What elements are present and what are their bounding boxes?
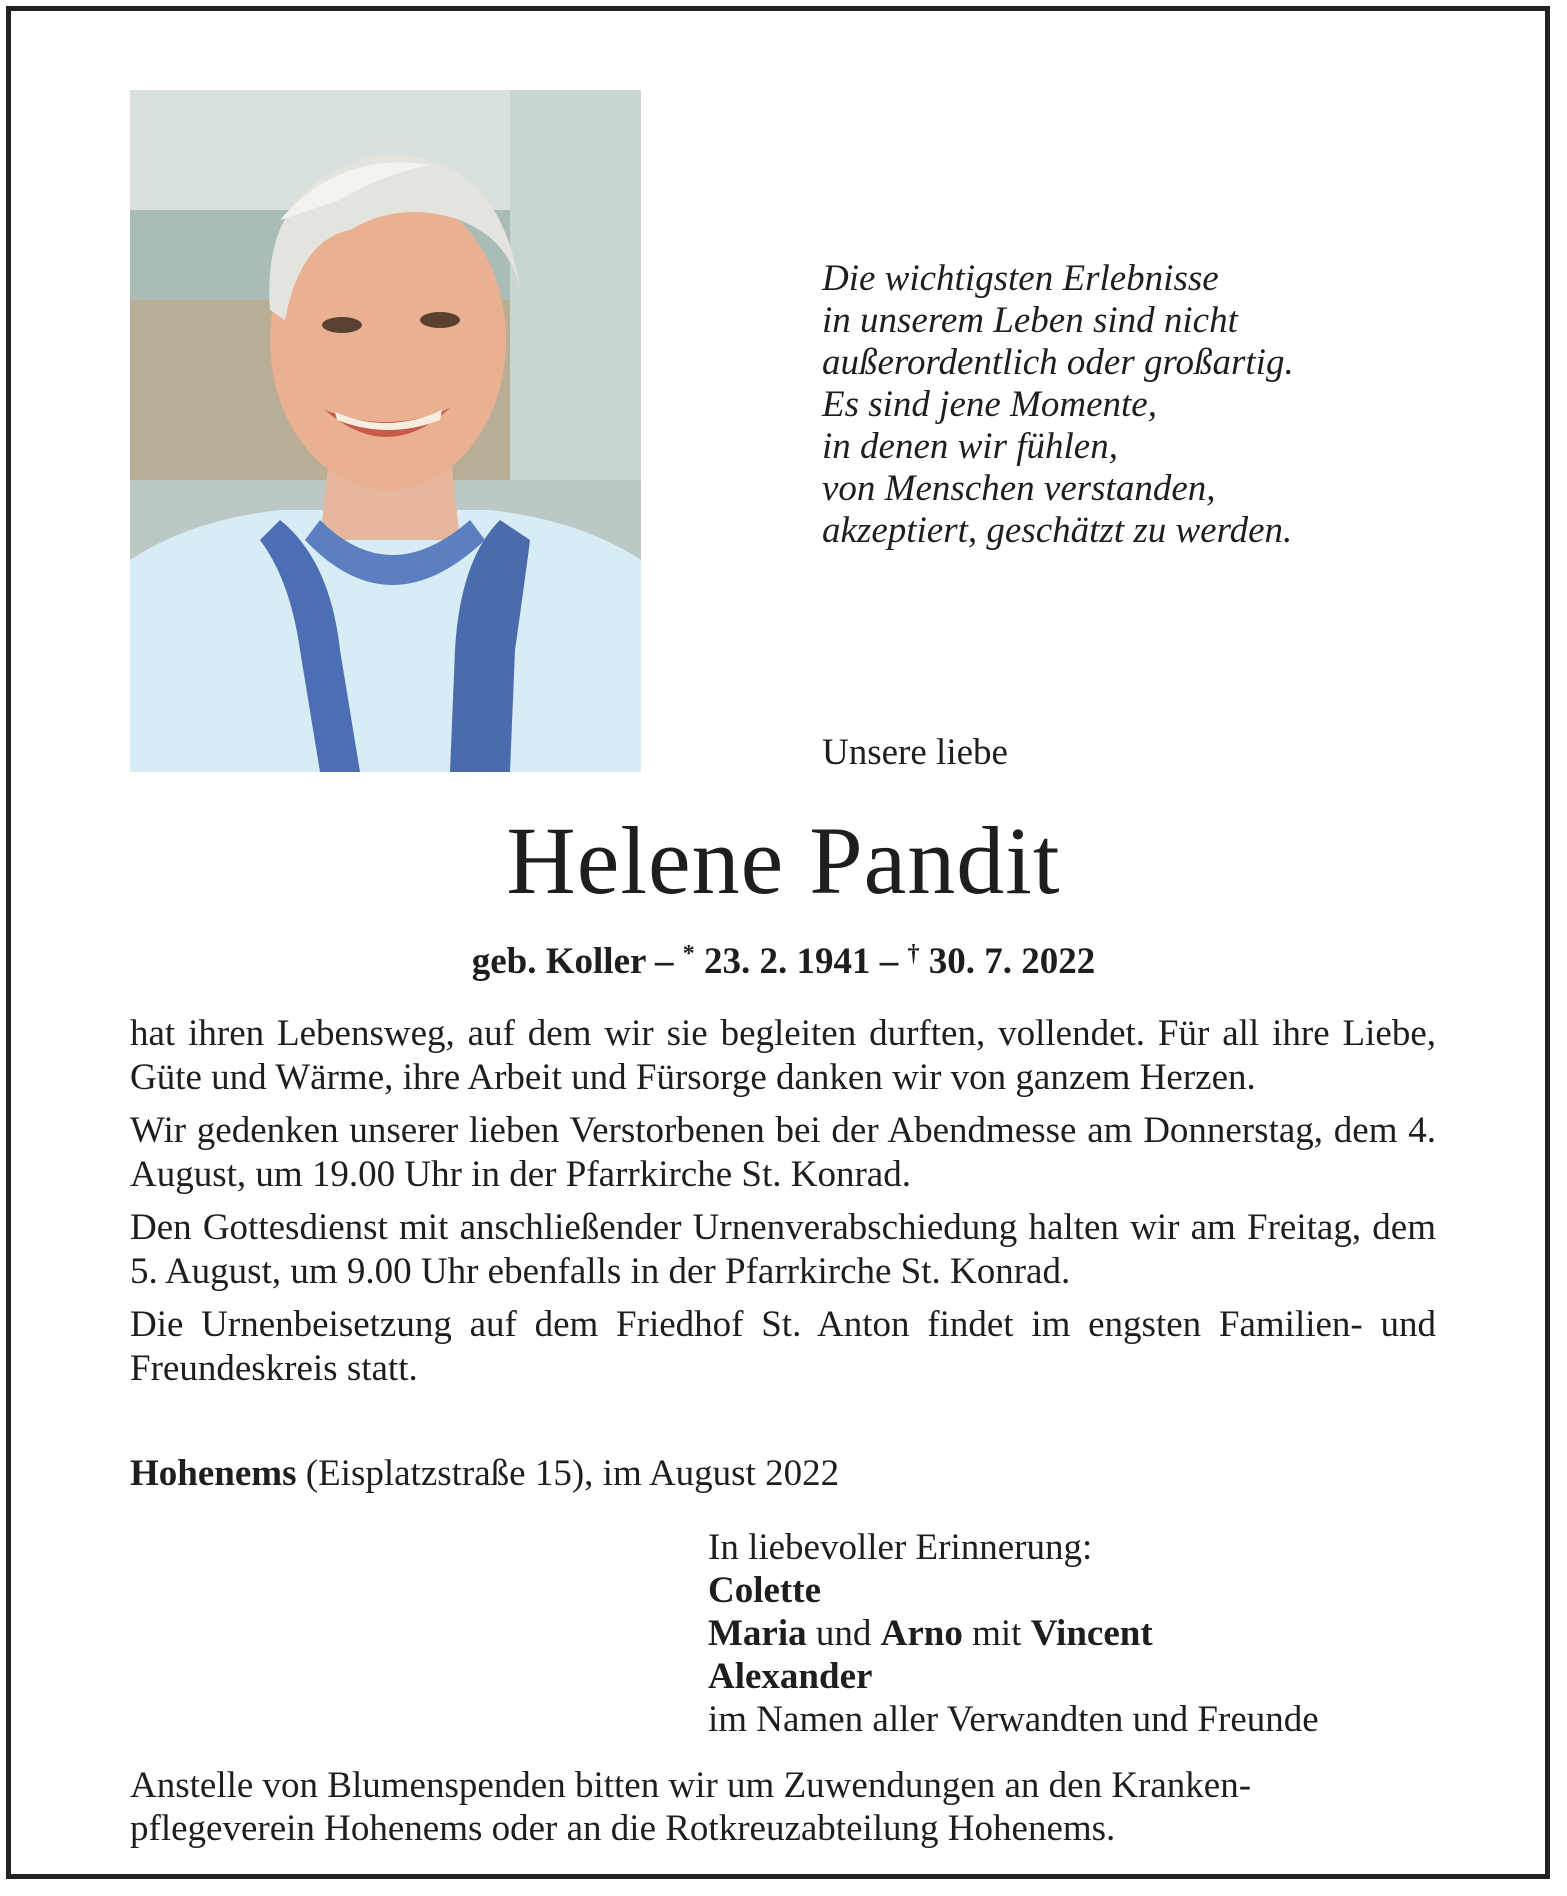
connector: mit (962, 1613, 1031, 1654)
family-member: Maria (708, 1613, 807, 1654)
quote-line: akzeptiert, geschätzt zu werden. (822, 510, 1293, 551)
quote-line: Es sind jene Momente, (822, 384, 1157, 425)
family-heading: In liebevoller Erinnerung: (708, 1527, 1093, 1568)
paragraph: hat ihren Lebensweg, auf dem wir sie begleiten durften, vollendet. Für all ihre Liebe, Güte und Wärme, ihre Arbeit und Fürsorge danken wir von ganzem Herzen. (130, 1013, 1436, 1098)
portrait-icon (130, 90, 641, 772)
family-footer: im Namen aller Verwandten und Freunde (708, 1699, 1319, 1740)
paragraph: Wir gedenken unserer lieben Verstorbenen bei der Abendmesse am Donnerstag, dem 4. August, um 19.00 Uhr in der Pfarrkirche St. Konrad. (130, 1110, 1436, 1195)
maiden-name: geb. Koller (471, 941, 646, 982)
birth-symbol: * (682, 941, 695, 967)
family-signature (708, 1526, 1468, 1741)
donation-line: pflegeverein Hohenems oder an die Rotkreuzabteilung Hohenems. (130, 1808, 1116, 1849)
quote-line: in unserem Leben sind nicht (822, 300, 1238, 341)
family-member: Arno (880, 1613, 963, 1654)
dash: – (870, 941, 908, 982)
death-symbol: † (907, 941, 920, 967)
intro-text: Unsere liebe (822, 732, 1008, 773)
deceased-name: Helene Pandit (506, 807, 1061, 914)
paragraph: Die Urnenbeisetzung auf dem Friedhof St. Anton findet im engsten Familien- und Freundeskreis statt. (130, 1304, 1436, 1389)
portrait-photo (130, 90, 641, 772)
death-date: 30. 7. 2022 (919, 941, 1096, 982)
birth-date: 23. 2. 1941 (694, 941, 871, 982)
family-member: Vincent (1030, 1613, 1153, 1654)
quote-line: außerordentlich oder großartig. (822, 342, 1294, 383)
family-member: Alexander (708, 1656, 873, 1697)
donation-line: Anstelle von Blumenspenden bitten wir um Zuwendungen an den Kranken- (130, 1765, 1252, 1806)
quote-line: in denen wir fühlen, (822, 426, 1118, 467)
donation-note (130, 1764, 1436, 1850)
family-member: Colette (708, 1570, 821, 1611)
quote-line: Die wichtigsten Erlebnisse (822, 258, 1219, 299)
life-dates (0, 932, 1567, 984)
address-date: (Eisplatzstraße 15), im August 2022 (296, 1453, 840, 1494)
town: Hohenems (130, 1453, 297, 1494)
place-date (130, 1452, 839, 1496)
announcement-body (130, 1012, 1436, 1400)
connector: und (806, 1613, 881, 1654)
quote-line: von Menschen verstanden, (822, 468, 1216, 509)
quote-block (822, 258, 1462, 552)
dash: – (645, 941, 683, 982)
paragraph: Den Gottesdienst mit anschließender Urnenverabschiedung halten wir am Freitag, dem 5. August, um 9.00 Uhr ebenfalls in der Pfarrkirche St. Konrad. (130, 1207, 1436, 1292)
